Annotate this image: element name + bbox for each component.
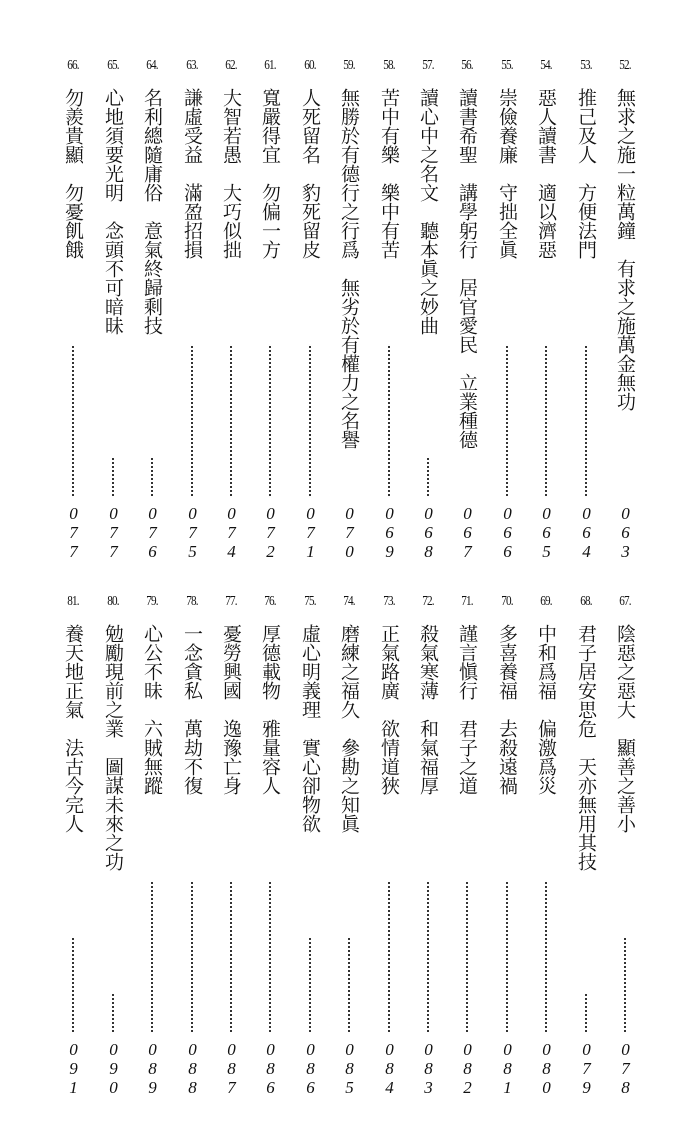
toc-entry[interactable]: [98, 58, 128, 578]
toc-entry[interactable]: [216, 58, 246, 578]
toc-block-lower: [0, 594, 700, 1114]
page-number: 070: [340, 504, 359, 561]
dot-leader: [269, 346, 271, 496]
toc-entry[interactable]: [413, 58, 443, 578]
dot-leader: [72, 346, 74, 496]
entry-number: 61.: [264, 58, 276, 73]
dot-leader: [348, 938, 350, 1032]
dot-leader: [269, 882, 271, 1032]
dot-leader: [112, 994, 114, 1032]
toc-entry[interactable]: [492, 58, 522, 578]
toc-entry[interactable]: [295, 594, 325, 1114]
entry-number: 65.: [107, 58, 119, 73]
entry-title: 憂勞興國 逸豫亡身: [220, 624, 242, 795]
toc-entry[interactable]: [571, 58, 601, 578]
page-number: 091: [64, 1040, 83, 1097]
dot-leader: [388, 882, 390, 1032]
entry-title: 厚德載物 雅量容人: [259, 624, 281, 795]
entry-number: 67.: [619, 594, 631, 609]
toc-entry[interactable]: [58, 58, 88, 578]
entry-title: 心地須要光明 念頭不可暗昧: [102, 88, 124, 335]
toc-entry[interactable]: [531, 594, 561, 1114]
entry-number: 63.: [186, 58, 198, 73]
entry-number: 54.: [540, 58, 552, 73]
dot-leader: [151, 882, 153, 1032]
entry-title: 殺氣寒薄 和氣福厚: [417, 624, 439, 795]
dot-leader: [309, 938, 311, 1032]
toc-entry[interactable]: [610, 58, 640, 578]
page-number: 085: [340, 1040, 359, 1097]
dot-leader: [230, 882, 232, 1032]
dot-leader: [585, 994, 587, 1032]
toc-entry[interactable]: [98, 594, 128, 1114]
entry-title: 謙虛受益 滿盈招損: [181, 88, 203, 259]
entry-title: 人死留名 豹死留皮: [299, 88, 321, 259]
dot-leader: [506, 882, 508, 1032]
entry-title: 陰惡之惡大 顯善之善小: [614, 624, 636, 833]
entry-number: 56.: [461, 58, 473, 73]
page-number: 067: [458, 504, 477, 561]
entry-title: 心公不昧 六賊無蹤: [141, 624, 163, 795]
dot-leader: [191, 346, 193, 496]
toc-entry[interactable]: [571, 594, 601, 1114]
entry-number: 62.: [225, 58, 237, 73]
toc-entry[interactable]: [334, 594, 364, 1114]
toc-entry[interactable]: [177, 594, 207, 1114]
page-number: 071: [301, 504, 320, 561]
entry-number: 66.: [67, 58, 79, 73]
page-number: 089: [143, 1040, 162, 1097]
dot-leader: [72, 938, 74, 1032]
entry-number: 78.: [186, 594, 198, 609]
toc-entry[interactable]: [452, 58, 482, 578]
page-number: 078: [616, 1040, 635, 1097]
entry-number: 71.: [461, 594, 473, 609]
entry-title: 勉勵現前之業 圖謀未來之功: [102, 624, 124, 871]
toc-entry[interactable]: [177, 58, 207, 578]
page-number: 086: [261, 1040, 280, 1097]
entry-title: 名利總隨庸俗 意氣終歸剩技: [141, 88, 163, 335]
entry-title: 寬嚴得宜 勿偏一方: [259, 88, 281, 259]
page-number: 066: [498, 504, 517, 561]
page-number: 069: [380, 504, 399, 561]
toc-entry[interactable]: [610, 594, 640, 1114]
toc-entry[interactable]: [137, 58, 167, 578]
dot-leader: [585, 346, 587, 496]
entry-number: 68.: [580, 594, 592, 609]
page-number: 083: [419, 1040, 438, 1097]
entry-number: 72.: [422, 594, 434, 609]
entry-title: 無勝於有德行之行爲 無劣於有權力之名譽: [338, 88, 360, 449]
entry-number: 81.: [67, 594, 79, 609]
entry-title: 君子居安思危 天亦無用其技: [575, 624, 597, 871]
entry-number: 59.: [343, 58, 355, 73]
toc-entry[interactable]: [334, 58, 364, 578]
page-number: 080: [537, 1040, 556, 1097]
page-number: 063: [616, 504, 635, 561]
page-number: 088: [183, 1040, 202, 1097]
page-number: 077: [104, 504, 123, 561]
page-number: 084: [380, 1040, 399, 1097]
dot-leader: [466, 882, 468, 1032]
page-number: 076: [143, 504, 162, 561]
entry-number: 69.: [540, 594, 552, 609]
entry-number: 80.: [107, 594, 119, 609]
page-number: 075: [183, 504, 202, 561]
toc-entry[interactable]: [374, 58, 404, 578]
page-number: 068: [419, 504, 438, 561]
entry-title: 中和爲福 偏激爲災: [535, 624, 557, 795]
entry-number: 58.: [383, 58, 395, 73]
toc-entry[interactable]: [413, 594, 443, 1114]
entry-number: 64.: [146, 58, 158, 73]
dot-leader: [427, 458, 429, 496]
entry-title: 多喜養福 去殺遠禍: [496, 624, 518, 795]
toc-entry[interactable]: [137, 594, 167, 1114]
page-number: 087: [222, 1040, 241, 1097]
page-number: 065: [537, 504, 556, 561]
toc-entry[interactable]: [255, 58, 285, 578]
entry-number: 73.: [383, 594, 395, 609]
dot-leader: [506, 346, 508, 496]
entry-title: 養天地正氣 法古今完人: [62, 624, 84, 833]
toc-entry[interactable]: [452, 594, 482, 1114]
entry-title: 崇儉養廉 守拙全眞: [496, 88, 518, 259]
toc-block-upper: [0, 58, 700, 578]
toc-entry[interactable]: [531, 58, 561, 578]
toc-entry[interactable]: [492, 594, 522, 1114]
entry-title: 讀書希聖 講學躬行 居官愛民 立業種德: [456, 88, 478, 449]
entry-number: 77.: [225, 594, 237, 609]
entry-number: 74.: [343, 594, 355, 609]
entry-number: 79.: [146, 594, 158, 609]
entry-title: 正氣路廣 欲情道狹: [378, 624, 400, 795]
entry-title: 苦中有樂 樂中有苦: [378, 88, 400, 259]
entry-title: 惡人讀書 適以濟惡: [535, 88, 557, 259]
dot-leader: [112, 458, 114, 496]
entry-number: 52.: [619, 58, 631, 73]
entry-number: 75.: [304, 594, 316, 609]
page-number: 081: [498, 1040, 517, 1097]
entry-title: 虛心明義理 實心卻物欲: [299, 624, 321, 833]
toc-entry[interactable]: [58, 594, 88, 1114]
toc-entry[interactable]: [255, 594, 285, 1114]
entry-number: 70.: [501, 594, 513, 609]
page-number: 064: [577, 504, 596, 561]
toc-entry[interactable]: [374, 594, 404, 1114]
entry-number: 60.: [304, 58, 316, 73]
dot-leader: [151, 458, 153, 496]
page-number: 074: [222, 504, 241, 561]
dot-leader: [624, 938, 626, 1032]
dot-leader: [191, 882, 193, 1032]
entry-title: 無求之施一粒萬鐘 有求之施萬金無功: [614, 88, 636, 411]
toc-entry[interactable]: [295, 58, 325, 578]
page-number: 077: [64, 504, 83, 561]
entry-title: 磨練之福久 參勘之知眞: [338, 624, 360, 833]
page-number: 090: [104, 1040, 123, 1097]
dot-leader: [309, 346, 311, 496]
entry-title: 大智若愚 大巧似拙: [220, 88, 242, 259]
entry-title: 讀心中之名文 聽本眞之妙曲: [417, 88, 439, 335]
entry-number: 76.: [264, 594, 276, 609]
entry-title: 謹言愼行 君子之道: [456, 624, 478, 795]
entry-title: 推己及人 方便法門: [575, 88, 597, 259]
page-number: 086: [301, 1040, 320, 1097]
entry-number: 55.: [501, 58, 513, 73]
page-number: 072: [261, 504, 280, 561]
page-number: 082: [458, 1040, 477, 1097]
dot-leader: [545, 882, 547, 1032]
dot-leader: [427, 882, 429, 1032]
dot-leader: [388, 346, 390, 496]
entry-number: 53.: [580, 58, 592, 73]
page-number: 079: [577, 1040, 596, 1097]
entry-title: 勿羨貴顯 勿憂飢餓: [62, 88, 84, 259]
entry-title: 一念貪私 萬劫不復: [181, 624, 203, 795]
entry-number: 57.: [422, 58, 434, 73]
dot-leader: [545, 346, 547, 496]
toc-entry[interactable]: [216, 594, 246, 1114]
dot-leader: [230, 346, 232, 496]
